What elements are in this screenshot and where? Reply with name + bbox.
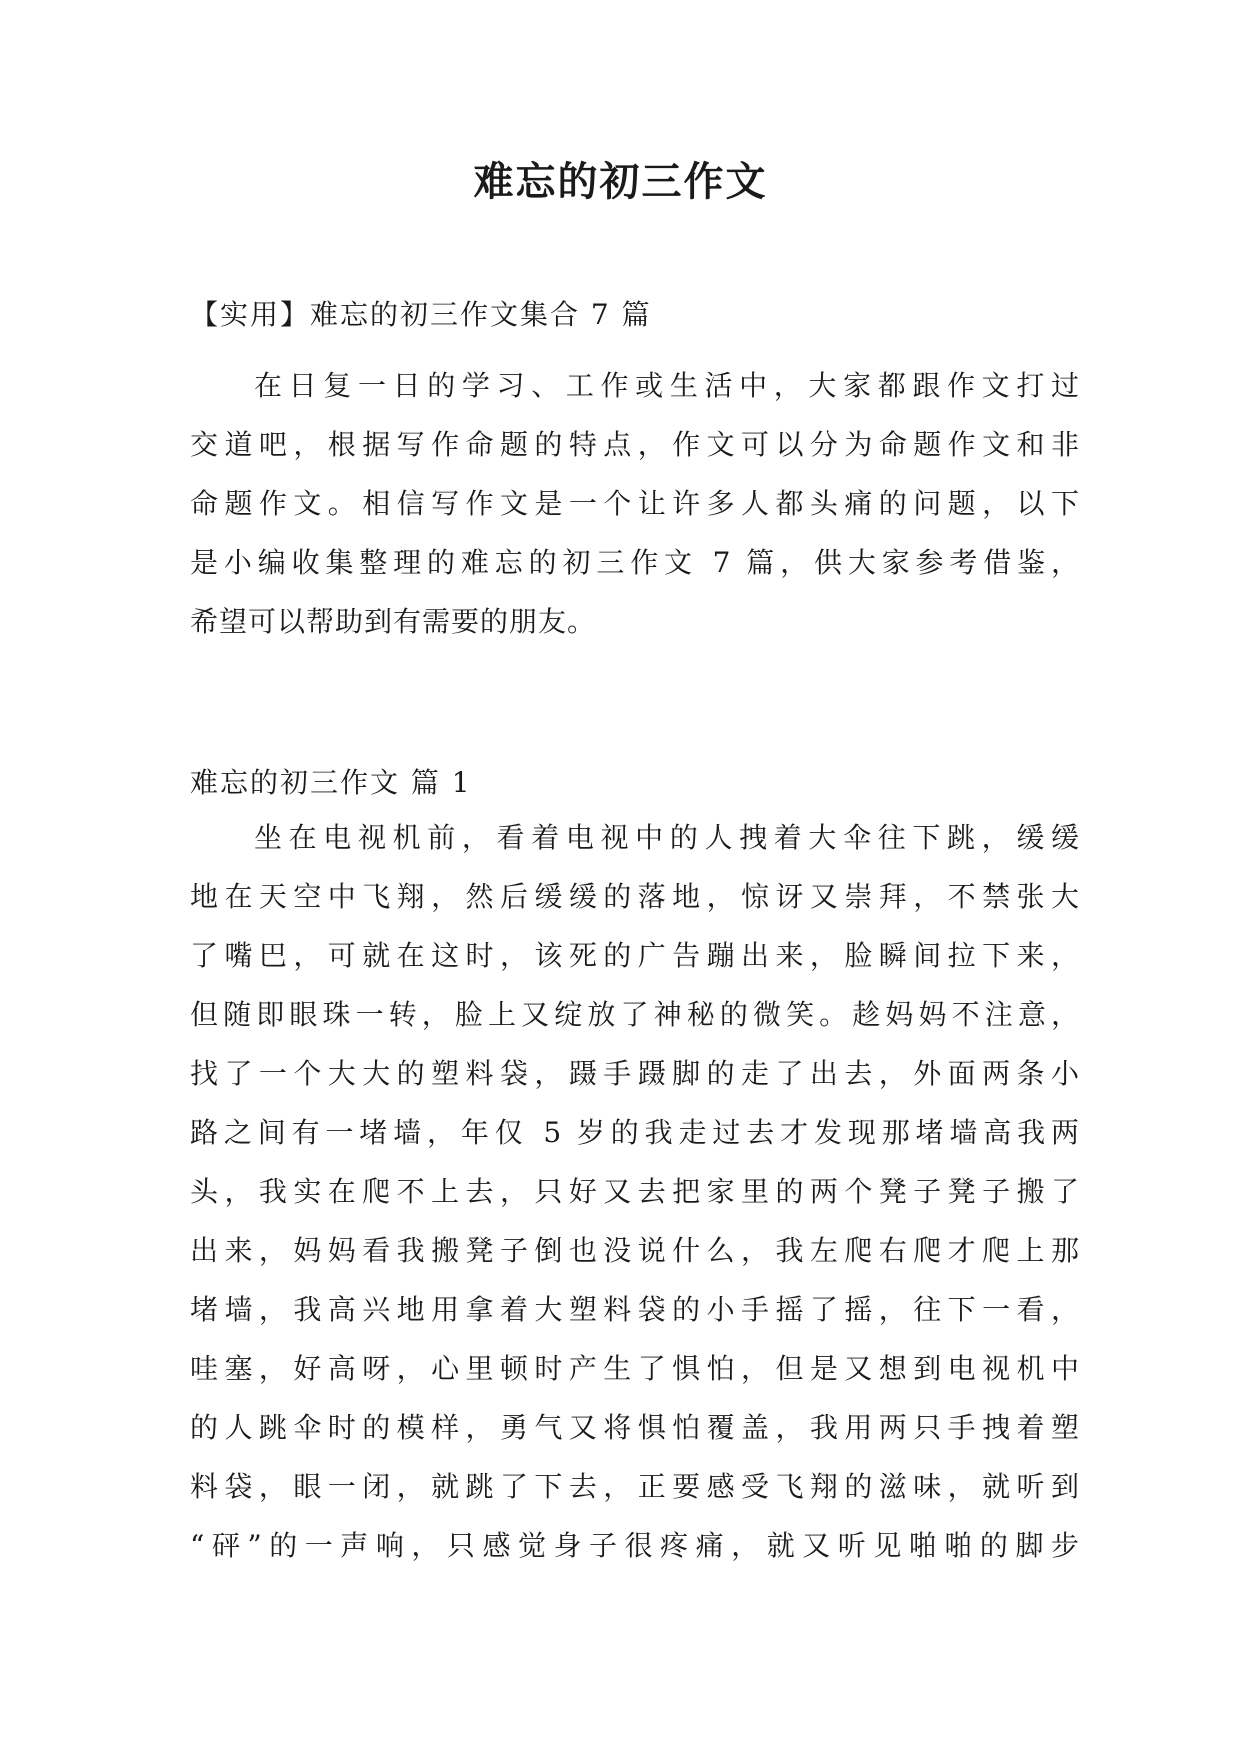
intro-line: 是小编收集整理的难忘的初三作文 7 篇，供大家参考借鉴，: [190, 546, 1080, 579]
intro-line: 命题作文。相信写作文是一个让许多人都头痛的问题，以下: [190, 487, 1080, 520]
section-paragraph: [190, 808, 1080, 1575]
section-line: “砰”的一声响，只感觉身子很疼痛，就又听见啪啪的脚步: [190, 1529, 1080, 1562]
section-line: 的人跳伞时的模样，勇气又将惧怕覆盖，我用两只手拽着塑: [190, 1411, 1080, 1444]
section-line: 地在天空中飞翔，然后缓缓的落地，惊讶又崇拜，不禁张大: [190, 880, 1080, 913]
section-line: 堵墙，我高兴地用拿着大塑料袋的小手摇了摇，往下一看，: [190, 1293, 1080, 1326]
intro-paragraph: [190, 356, 1080, 651]
section-line: 出来，妈妈看我搬凳子倒也没说什么，我左爬右爬才爬上那: [190, 1234, 1080, 1267]
section-line: 但随即眼珠一转，脸上又绽放了神秘的微笑。趁妈妈不注意，: [190, 998, 1080, 1031]
intro-line: 希望可以帮助到有需要的朋友。: [190, 605, 597, 638]
section-line: 坐在电视机前，看着电视中的人拽着大伞往下跳，缓缓: [254, 821, 1080, 854]
intro-line: 在日复一日的学习、工作或生活中，大家都跟作文打过: [254, 369, 1080, 402]
section-line: 料袋，眼一闭，就跳了下去，正要感受飞翔的滋味，就听到: [190, 1470, 1080, 1503]
intro-line: 交道吧，根据写作命题的特点，作文可以分为命题作文和非: [190, 428, 1080, 461]
section-line: 找了一个大大的塑料袋，蹑手蹑脚的走了出去，外面两条小: [190, 1057, 1080, 1090]
document-title: 难忘的初三作文: [473, 158, 768, 205]
section-line: 了嘴巴，可就在这时，该死的广告蹦出来，脸瞬间拉下来，: [190, 939, 1080, 972]
section-line: 头，我实在爬不上去，只好又去把家里的两个凳子凳子搬了: [190, 1175, 1080, 1208]
section-line: 哇塞，好高呀，心里顿时产生了惧怕，但是又想到电视机中: [190, 1352, 1080, 1385]
document-subtitle: 【实用】难忘的初三作文集合 7 篇: [190, 298, 652, 331]
section-line: 路之间有一堵墙，年仅 5 岁的我走过去才发现那堵墙高我两: [190, 1116, 1080, 1149]
section-heading: 难忘的初三作文 篇 1: [190, 766, 472, 799]
